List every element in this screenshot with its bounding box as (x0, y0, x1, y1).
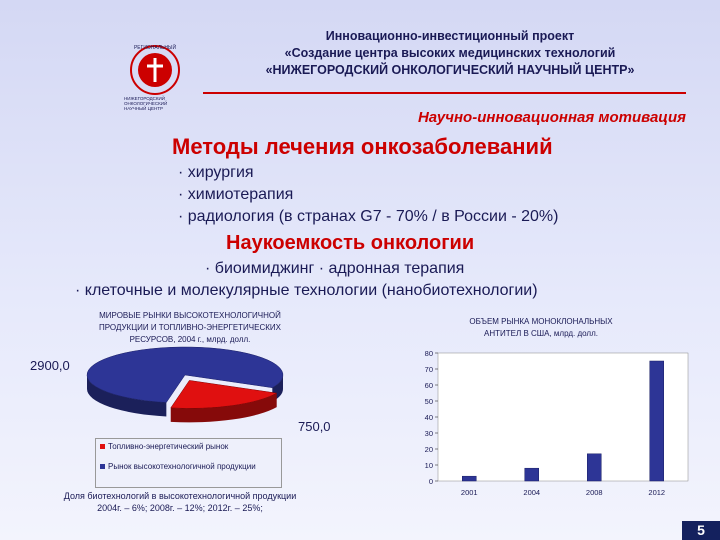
legend-label: Топливно-энергетический рынок (108, 442, 229, 451)
header-divider (203, 92, 686, 94)
logo-bottom-line-1: НИЖЕГОРОДСКИЙ (124, 96, 166, 101)
header-line-2: «Создание центра высоких медицинских технологий (284, 46, 616, 60)
y-tick-label: 40 (424, 413, 433, 422)
bar-title-line: АНТИТЕЛ В США, млрд. долл. (484, 329, 598, 338)
logo-bottom-line-2: ОНКОЛОГИЧЕСКИЙ (124, 101, 168, 106)
methods-item: · химиотерапия (178, 186, 294, 203)
y-tick-label: 80 (424, 349, 433, 358)
x-tick-label: 2012 (648, 488, 666, 497)
bar-2004 (525, 468, 539, 481)
bar-2008 (587, 454, 601, 481)
legend-swatch (100, 444, 105, 449)
x-tick-label: 2008 (585, 488, 603, 497)
methods-item: · радиология (в странах G7 - 70% / в России - 20%) (178, 208, 559, 225)
pie-title-line: ПРОДУКЦИИ И ТОПЛИВНО-ЭНЕРГЕТИЧЕСКИХ (98, 323, 281, 332)
y-tick-label: 10 (424, 461, 433, 470)
methods-item: · хирургия (178, 164, 254, 181)
y-tick-label: 50 (424, 397, 433, 406)
science-line-2: · клеточные и молекулярные технологии (нанобиотехнологии) (75, 282, 538, 299)
page-number: 5 (682, 521, 720, 540)
x-tick-label: 2001 (460, 488, 478, 497)
x-tick-label: 2004 (523, 488, 541, 497)
pie-value-label-fuel: 750,0 (298, 419, 331, 434)
pie-title-line: МИРОВЫЕ РЫНКИ ВЫСОКОТЕХНОЛОГИЧНОЙ (99, 311, 281, 320)
y-tick-label: 70 (424, 365, 433, 374)
legend-item-fuel (100, 442, 278, 451)
header-line-1: Инновационно-инвестиционный проект (325, 29, 575, 43)
pie-chart-title (72, 310, 308, 346)
bar-2001 (462, 476, 476, 481)
pie-value-label-hightech: 2900,0 (30, 358, 70, 373)
note-line-2: 2004г. – 6%; 2008г. – 12%; 2012г. – 25%; (97, 503, 263, 513)
logo-bottom-line-3: НАУЧНЫЙ ЦЕНТР (124, 106, 163, 111)
legend-label: Рынок высокотехнологичной продукции (108, 462, 256, 471)
y-tick-label: 0 (428, 477, 433, 486)
header-line-3: «НИЖЕГОРОДСКИЙ ОНКОЛОГИЧЕСКИЙ НАУЧНЫЙ ЦЕНТР» (265, 63, 635, 77)
methods-list (178, 162, 558, 228)
science-line-1: · биоимиджинг · адронная терапия (205, 260, 465, 277)
methods-heading: Методы лечения онкозаболеваний (172, 134, 553, 159)
legend-item-hightech (100, 462, 278, 471)
y-tick-label: 60 (424, 381, 433, 390)
pie-chart (80, 345, 300, 425)
bar-2012 (650, 361, 664, 481)
pie-legend (95, 438, 282, 488)
note-line-1: Доля биотехнологий в высокотехнологичной продукции (63, 491, 297, 501)
science-heading: Наукоемкость онкологии (226, 232, 475, 254)
project-header (200, 28, 700, 79)
y-tick-label: 30 (424, 429, 433, 438)
biotech-share-note (20, 490, 340, 514)
y-tick-label: 20 (424, 445, 433, 454)
logo-top-text: РЕГИОНАЛЬНЫЙ (133, 45, 177, 51)
bar-chart-title (436, 316, 646, 340)
bar-chart (410, 345, 700, 505)
pie-title-line: РЕСУРСОВ, 2004 г., млрд. долл. (129, 335, 251, 344)
legend-swatch (100, 464, 105, 469)
onc-logo (120, 40, 190, 112)
bar-title-line: ОБЪЕМ РЫНКА МОНОКЛОНАЛЬНЫХ (469, 317, 613, 326)
science-list (0, 258, 720, 302)
motivation-subtitle: Научно-инновационная мотивация (417, 109, 686, 126)
